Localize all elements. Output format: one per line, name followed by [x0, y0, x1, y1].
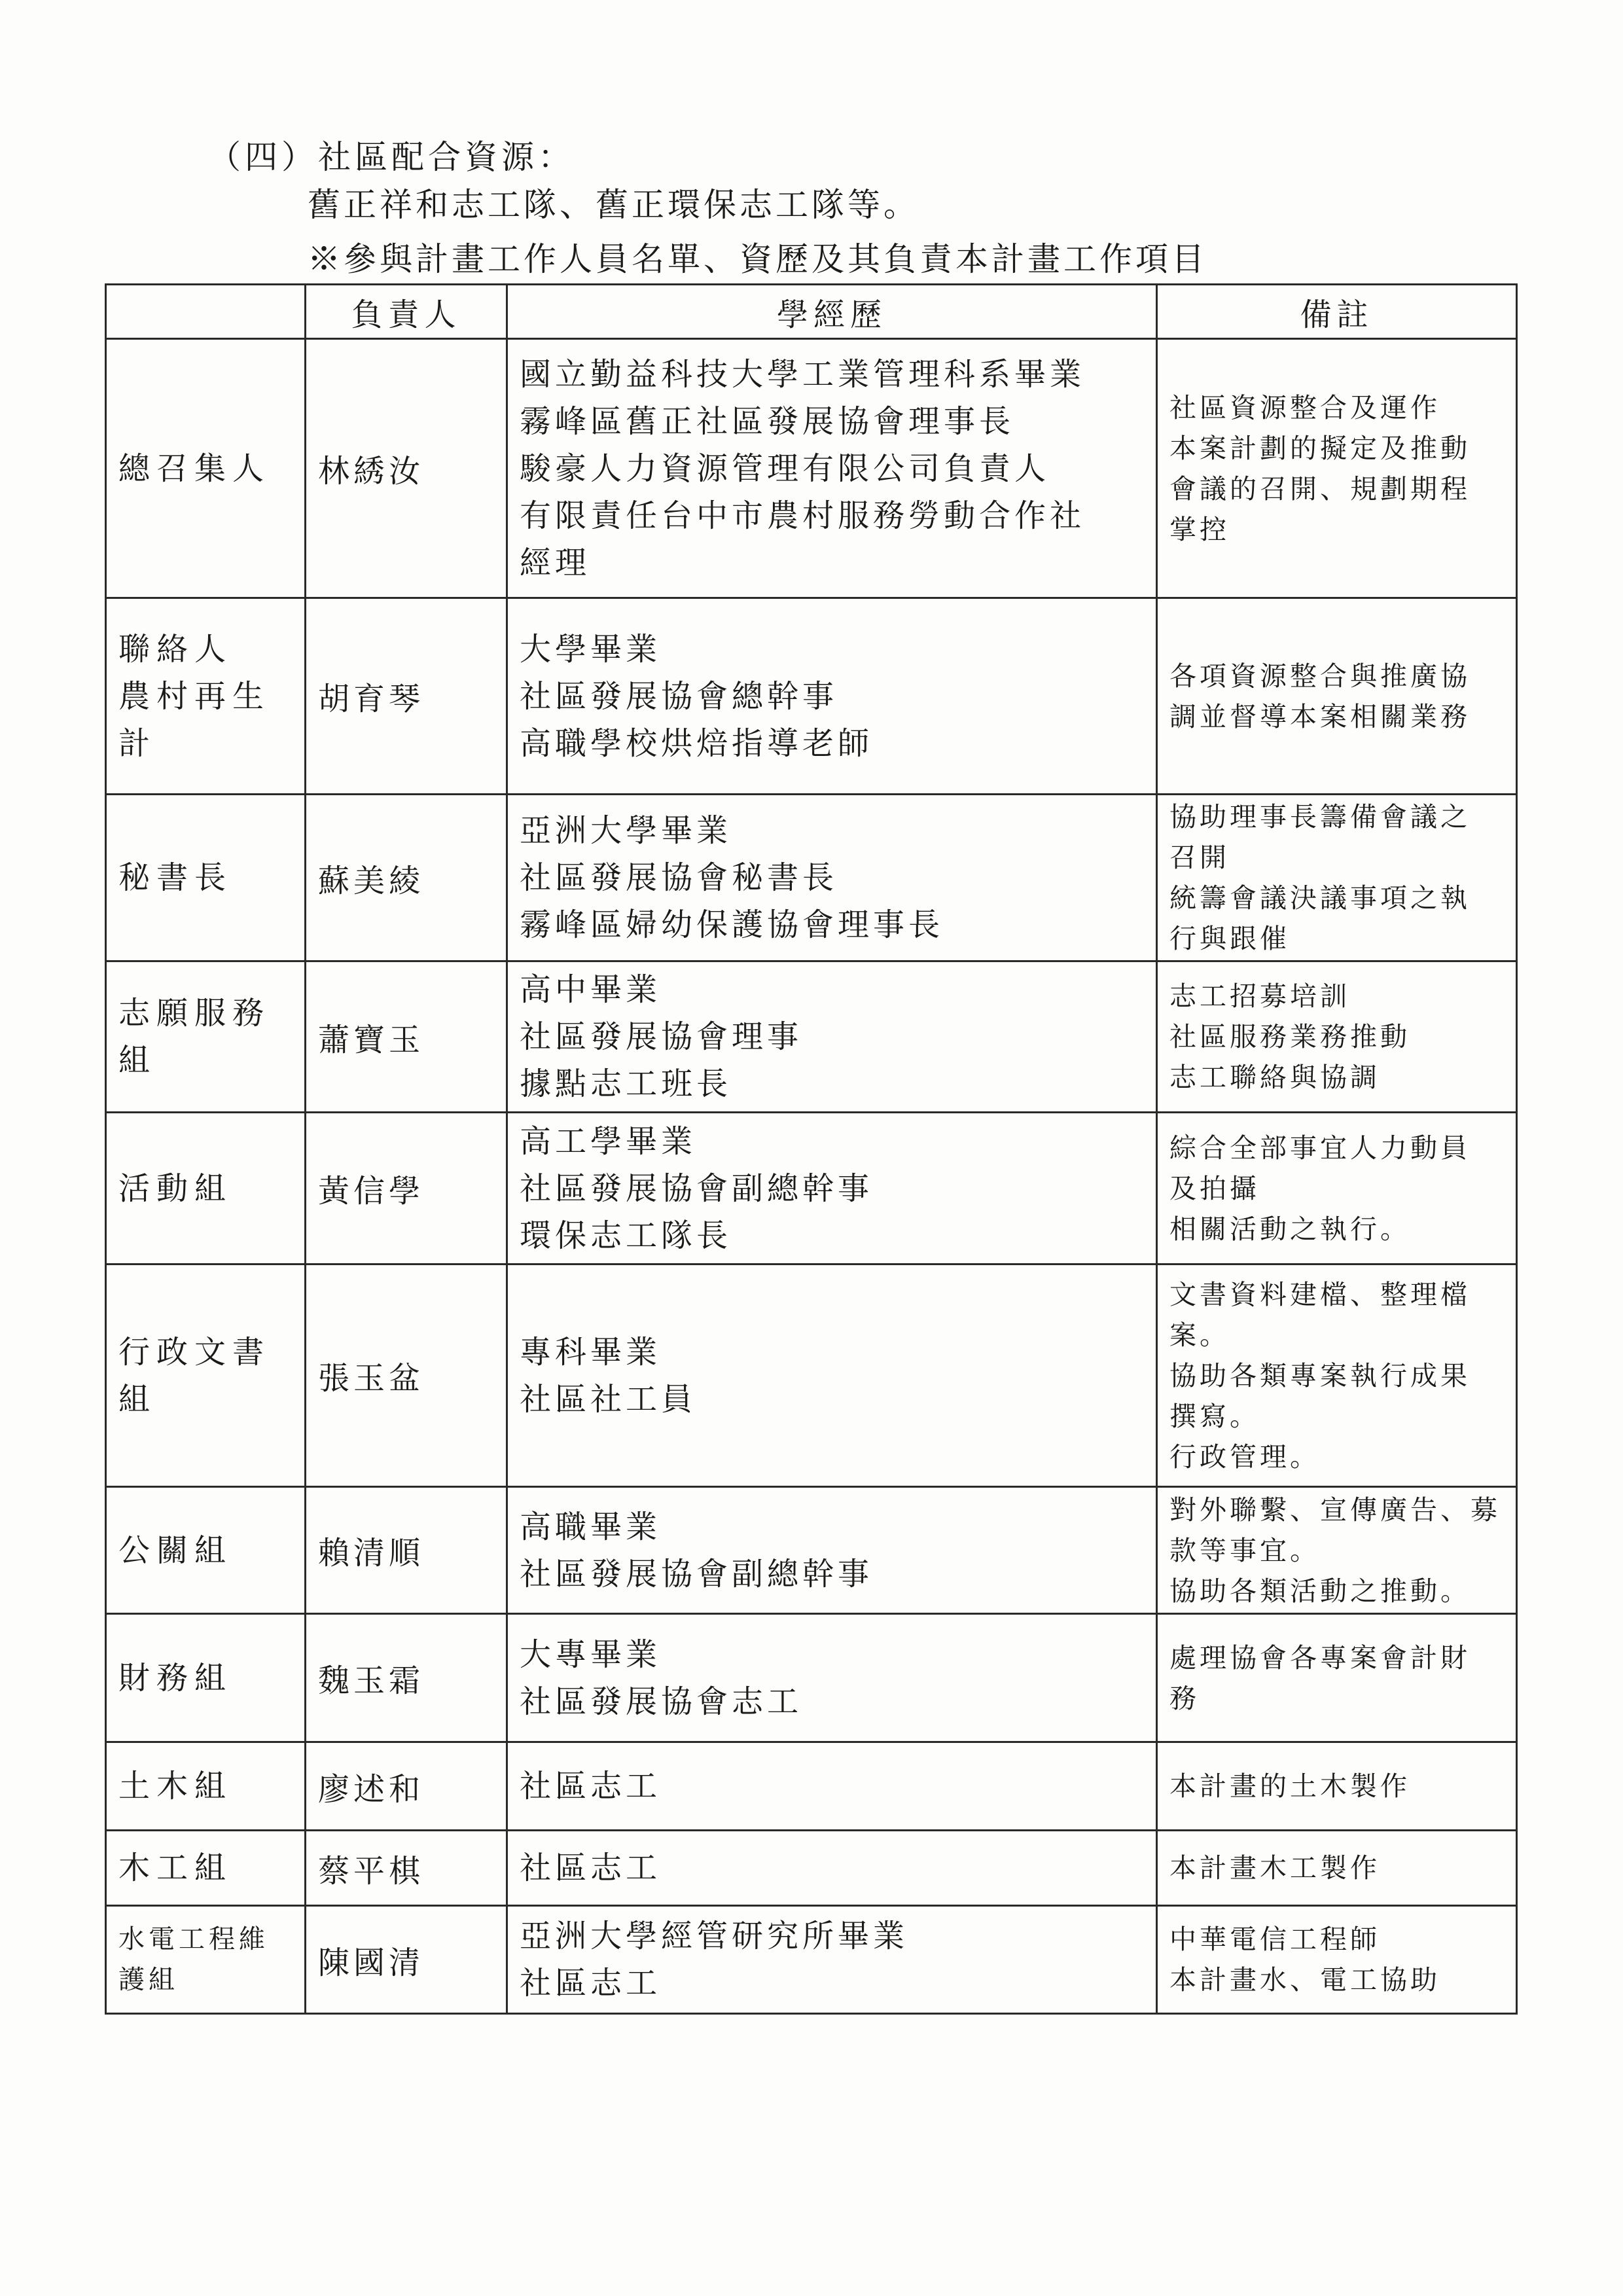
note-line: 本案計劃的擬定及推動 [1169, 432, 1471, 464]
role-text: 志願服務 [118, 995, 271, 1031]
note-line: 協助各類活動之推動。 [1169, 1575, 1471, 1607]
person-cell: 蕭寶玉 [306, 961, 507, 1113]
education-line: 駿豪人力資源管理有限公司負責人 [520, 450, 1050, 487]
education-line: 高職學校烘焙指導老師 [520, 725, 874, 762]
role-text: 秘書長 [118, 859, 233, 896]
role-text: 木工組 [118, 1850, 233, 1886]
note-line: 召開 [1169, 842, 1230, 873]
education-line: 大學畢業 [520, 630, 662, 668]
education-line: 高中畢業 [520, 971, 662, 1008]
staff-table [105, 283, 1518, 2015]
note-line: 相關活動之執行。 [1169, 1213, 1410, 1245]
education-cell [507, 795, 1157, 961]
table-row [106, 961, 1517, 1113]
note-line: 行與跟催 [1169, 923, 1290, 954]
education-cell [507, 1742, 1157, 1831]
role-text: 土木組 [118, 1768, 233, 1804]
note-line: 文書資料建檔、整理檔 [1169, 1278, 1471, 1310]
role-cell [106, 339, 306, 598]
note-line: 各項資源整合與推廣協 [1169, 660, 1471, 692]
education-line: 社區發展協會副總幹事 [520, 1555, 874, 1592]
education-cell [507, 598, 1157, 795]
note-line: 本計畫木工製作 [1169, 1852, 1380, 1884]
person-cell: 林綉汝 [306, 339, 507, 598]
note-line: 務 [1169, 1682, 1200, 1714]
role-cell [106, 1614, 306, 1742]
role-cell [106, 1742, 306, 1831]
note-line: 社區資源整合及運作 [1169, 391, 1440, 423]
person-cell: 蔡平棋 [306, 1831, 507, 1906]
role-text: 農村再生 [118, 677, 271, 715]
education-line: 經理 [520, 544, 591, 581]
table-row [106, 339, 1517, 598]
note-line: 志工聯絡與協調 [1169, 1062, 1380, 1093]
note-line: 撰寫。 [1169, 1400, 1260, 1432]
notes-cell [1157, 1614, 1517, 1742]
role-text: 計 [118, 725, 157, 762]
table-row [106, 1113, 1517, 1265]
education-line: 有限責任台中市農村服務勞動合作社 [520, 497, 1086, 534]
role-text: 行政文書 [118, 1333, 271, 1371]
notes-cell [1157, 1487, 1517, 1614]
header-education: 學經歷 [507, 285, 1157, 339]
note-line: 調並督導本案相關業務 [1169, 700, 1471, 732]
role-text: 聯絡人 [118, 630, 233, 668]
note-line: 本計畫的土木製作 [1169, 1770, 1410, 1802]
education-line: 社區發展協會副總幹事 [520, 1170, 874, 1207]
education-line: 社區社工員 [520, 1380, 697, 1418]
person-cell: 陳國清 [306, 1906, 507, 2014]
education-cell [507, 1906, 1157, 2014]
notes-cell [1157, 1906, 1517, 2014]
education-cell [507, 1265, 1157, 1487]
note-line: 掌控 [1169, 513, 1230, 545]
role-text: 公關組 [118, 1532, 233, 1569]
education-line: 社區志工 [520, 1768, 662, 1804]
education-line: 高職畢業 [520, 1508, 662, 1545]
table-row [106, 1487, 1517, 1614]
education-line: 亞洲大學畢業 [520, 812, 732, 849]
education-line: 高工學畢業 [520, 1122, 697, 1160]
education-line: 專科畢業 [520, 1333, 662, 1371]
table-row [106, 1742, 1517, 1831]
note-line: 處理協會各專案會計財 [1169, 1641, 1471, 1674]
person-cell: 賴清順 [306, 1487, 507, 1614]
note-line: 統籌會議決議事項之執 [1169, 882, 1471, 914]
person-cell: 廖述和 [306, 1742, 507, 1831]
education-cell [507, 339, 1157, 598]
notes-cell [1157, 1113, 1517, 1265]
education-line: 社區發展協會秘書長 [520, 859, 838, 896]
header-notes: 備註 [1157, 285, 1517, 339]
education-cell [507, 1113, 1157, 1265]
notes-cell [1157, 1831, 1517, 1906]
education-cell [507, 1831, 1157, 1906]
education-line: 亞洲大學經管研究所畢業 [520, 1918, 909, 1954]
notes-cell [1157, 961, 1517, 1113]
note-line: 社區服務業務推動 [1169, 1021, 1410, 1052]
role-cell [106, 1831, 306, 1906]
note-line: 案。 [1169, 1319, 1230, 1351]
note-line: 協助各類專案執行成果 [1169, 1359, 1471, 1391]
note-line: 及拍攝 [1169, 1172, 1260, 1204]
role-cell [106, 961, 306, 1113]
person-cell: 胡育琴 [306, 598, 507, 795]
education-line: 國立勤益科技大學工業管理科系畢業 [520, 355, 1086, 393]
education-line: 環保志工隊長 [520, 1217, 732, 1254]
education-cell [507, 961, 1157, 1113]
role-text: 總召集人 [118, 450, 271, 487]
role-cell [106, 1265, 306, 1487]
notes-cell [1157, 1265, 1517, 1487]
table-row [106, 1614, 1517, 1742]
role-text: 護組 [118, 1965, 179, 1995]
note-line: 中華電信工程師 [1169, 1924, 1380, 1955]
role-cell [106, 1487, 306, 1614]
education-line: 社區發展協會理事 [520, 1018, 803, 1055]
role-cell [106, 598, 306, 795]
table-row [106, 598, 1517, 795]
role-text: 組 [118, 1380, 157, 1418]
note-line: 本計畫水、電工協助 [1169, 1964, 1440, 1996]
education-line: 大專畢業 [520, 1636, 662, 1673]
note-line: 行政管理。 [1169, 1441, 1320, 1473]
role-cell [106, 795, 306, 961]
person-cell: 黃信學 [306, 1113, 507, 1265]
table-caption: ※參與計畫工作人員名單、資歷及其負責本計畫工作項目 [308, 240, 1207, 278]
education-cell [507, 1487, 1157, 1614]
role-cell [106, 1113, 306, 1265]
header-role [106, 285, 306, 339]
table-row [106, 795, 1517, 961]
person-cell: 張玉盆 [306, 1265, 507, 1487]
role-text: 水電工程維 [118, 1924, 269, 1954]
note-line: 協助理事長籌備會議之 [1169, 801, 1471, 833]
note-line: 綜合全部事宜人力動員 [1169, 1132, 1471, 1164]
role-text: 組 [118, 1042, 157, 1079]
notes-cell [1157, 1742, 1517, 1831]
table-row [106, 1831, 1517, 1906]
person-cell: 魏玉霜 [306, 1614, 507, 1742]
education-line: 霧峰區舊正社區發展協會理事長 [520, 403, 1015, 440]
role-text: 財務組 [118, 1659, 233, 1696]
section-heading: （四）社區配合資源： [208, 138, 575, 176]
notes-cell [1157, 598, 1517, 795]
note-line: 款等事宜。 [1169, 1534, 1320, 1566]
education-line: 據點志工班長 [520, 1066, 732, 1102]
education-line: 社區發展協會總幹事 [520, 677, 838, 715]
person-cell: 蘇美綾 [306, 795, 507, 961]
header-person: 負責人 [306, 285, 507, 339]
role-cell [106, 1906, 306, 2014]
table-row [106, 1265, 1517, 1487]
resources-line: 舊正祥和志工隊、舊正環保志工隊等。 [308, 186, 919, 224]
notes-cell [1157, 795, 1517, 961]
education-line: 霧峰區婦幼保護協會理事長 [520, 906, 944, 943]
table-row [106, 1906, 1517, 2014]
education-line: 社區發展協會志工 [520, 1683, 803, 1720]
education-cell [507, 1614, 1157, 1742]
education-line: 社區志工 [520, 1850, 662, 1886]
education-line: 社區志工 [520, 1965, 662, 2001]
role-text: 活動組 [118, 1170, 233, 1207]
table-header-row [106, 285, 1517, 339]
note-line: 會議的召開、規劃期程 [1169, 473, 1471, 505]
note-line: 志工招募培訓 [1169, 980, 1350, 1012]
notes-cell [1157, 339, 1517, 598]
note-line: 對外聯繫、宣傳廣告、募 [1169, 1494, 1501, 1526]
